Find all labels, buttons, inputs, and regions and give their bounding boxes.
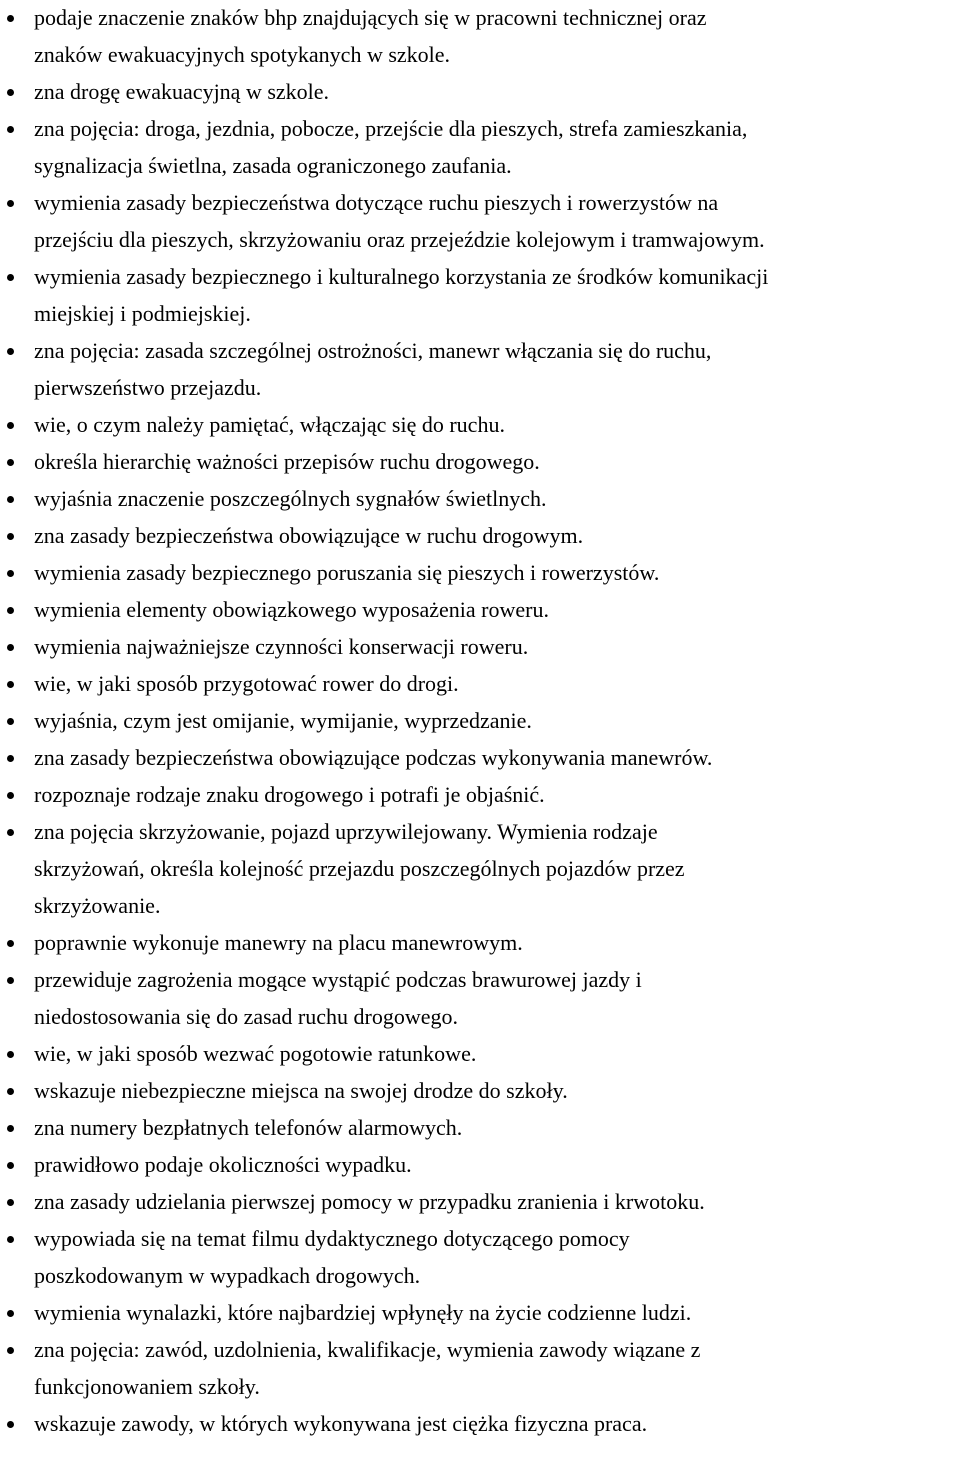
bullet-icon xyxy=(7,533,14,540)
bullet-icon xyxy=(7,496,14,503)
list-item-text: wymienia zasady bezpiecznego i kulturalnego korzystania ze środków komunikacji xyxy=(34,264,769,289)
list-item-text: zna drogę ewakuacyjną w szkole. xyxy=(34,79,330,104)
list-item xyxy=(0,1220,960,1294)
list-item-text: wymienia zasady bezpiecznego poruszania się pieszych i rowerzystów. xyxy=(34,560,660,585)
bullet-icon xyxy=(7,1347,14,1354)
list-item xyxy=(0,1183,960,1220)
bullet-icon xyxy=(7,1051,14,1058)
list-item xyxy=(0,1146,960,1183)
bullet-icon xyxy=(7,15,14,22)
list-item xyxy=(0,665,960,702)
list-item-text: zna pojęcia: zawód, uzdolnienia, kwalifikacje, wymienia zawody wiązane z xyxy=(34,1337,701,1362)
list-item xyxy=(0,1405,960,1442)
list-item-text: poszkodowanym w wypadkach drogowych. xyxy=(34,1263,421,1288)
list-item xyxy=(0,406,960,443)
list-item-text: wyjaśnia, czym jest omijanie, wymijanie, wyprzedzanie. xyxy=(34,708,532,733)
list-item xyxy=(0,591,960,628)
list-item-text: wskazuje zawody, w których wykonywana jest ciężka fizyczna praca. xyxy=(34,1411,648,1436)
bullet-icon xyxy=(7,200,14,207)
list-item-text: miejskiej i podmiejskiej. xyxy=(34,301,251,326)
bullet-icon xyxy=(7,718,14,725)
bullet-icon xyxy=(7,1162,14,1169)
list-item xyxy=(0,739,960,776)
list-item-text: wie, w jaki sposób przygotować rower do drogi. xyxy=(34,671,459,696)
list-item xyxy=(0,0,960,73)
list-item-text: zna pojęcia skrzyżowanie, pojazd uprzywilejowany. Wymienia rodzaje xyxy=(34,819,658,844)
list-item-text: wyjaśnia znaczenie poszczególnych sygnałów świetlnych. xyxy=(34,486,547,511)
bullet-icon xyxy=(7,1421,14,1428)
list-item-text: pierwszeństwo przejazdu. xyxy=(34,375,262,400)
bullet-icon xyxy=(7,977,14,984)
bullet-icon xyxy=(7,459,14,466)
bullet-icon xyxy=(7,274,14,281)
list-item-text: wie, w jaki sposób wezwać pogotowie ratunkowe. xyxy=(34,1041,477,1066)
list-item-text: zna zasady udzielania pierwszej pomocy w przypadku zranienia i krwotoku. xyxy=(34,1189,705,1214)
list-item xyxy=(0,813,960,924)
list-item-text: zna pojęcia: zasada szczególnej ostrożności, manewr włączania się do ruchu, xyxy=(34,338,712,363)
list-item xyxy=(0,73,960,110)
bullet-icon xyxy=(7,422,14,429)
bullet-icon xyxy=(7,126,14,133)
list-item-text: rozpoznaje rodzaje znaku drogowego i potrafi je objaśnić. xyxy=(34,782,545,807)
list-item-text: poprawnie wykonuje manewry na placu manewrowym. xyxy=(34,930,523,955)
list-item-text: prawidłowo podaje okoliczności wypadku. xyxy=(34,1152,412,1177)
bullet-icon xyxy=(7,792,14,799)
list-item xyxy=(0,554,960,591)
list-item xyxy=(0,258,960,332)
list-item xyxy=(0,1294,960,1331)
bullet-icon xyxy=(7,681,14,688)
list-item xyxy=(0,332,960,406)
list-item-text: wskazuje niebezpieczne miejsca na swojej drodze do szkoły. xyxy=(34,1078,568,1103)
list-item-text: wypowiada się na temat filmu dydaktycznego dotyczącego pomocy xyxy=(34,1226,630,1251)
list-item xyxy=(0,517,960,554)
list-item xyxy=(0,184,960,258)
list-item-text: skrzyżowanie. xyxy=(34,893,161,918)
bullet-icon xyxy=(7,1236,14,1243)
list-item xyxy=(0,628,960,665)
bullet-icon xyxy=(7,1088,14,1095)
list-item xyxy=(0,1331,960,1405)
bullet-icon xyxy=(7,829,14,836)
list-item-text: zna zasady bezpieczeństwa obowiązujące podczas wykonywania manewrów. xyxy=(34,745,713,770)
list-item-text: zna zasady bezpieczeństwa obowiązujące w ruchu drogowym. xyxy=(34,523,584,548)
bullet-icon xyxy=(7,348,14,355)
bullet-icon xyxy=(7,644,14,651)
bullet-icon xyxy=(7,607,14,614)
list-item xyxy=(0,776,960,813)
list-item-text: wymienia zasady bezpieczeństwa dotyczące ruchu pieszych i rowerzystów na xyxy=(34,190,719,215)
list-item-text: niedostosowania się do zasad ruchu drogowego. xyxy=(34,1004,459,1029)
list-item-text: przewiduje zagrożenia mogące wystąpić podczas brawurowej jazdy i xyxy=(34,967,642,992)
list-item xyxy=(0,702,960,739)
bullet-icon xyxy=(7,1125,14,1132)
list-item xyxy=(0,1109,960,1146)
list-item xyxy=(0,961,960,1035)
list-item-text: wymienia najważniejsze czynności konserwacji roweru. xyxy=(34,634,529,659)
bullet-icon xyxy=(7,1199,14,1206)
bullet-icon xyxy=(7,570,14,577)
list-item xyxy=(0,480,960,517)
list-item xyxy=(0,110,960,184)
list-item-text: sygnalizacja świetlna, zasada ograniczonego zaufania. xyxy=(34,153,512,178)
list-item xyxy=(0,924,960,961)
bullet-icon xyxy=(7,89,14,96)
list-item-text: skrzyżowań, określa kolejność przejazdu poszczególnych pojazdów przez xyxy=(34,856,685,881)
list-item xyxy=(0,1072,960,1109)
list-item-text: wymienia wynalazki, które najbardziej wpłynęły na życie codzienne ludzi. xyxy=(34,1300,692,1325)
list-item-text: wymienia elementy obowiązkowego wyposażenia roweru. xyxy=(34,597,549,622)
list-item xyxy=(0,1035,960,1072)
bullet-icon xyxy=(7,755,14,762)
list-item-text: wie, o czym należy pamiętać, włączając się do ruchu. xyxy=(34,412,505,437)
list-item-text: funkcjonowaniem szkoły. xyxy=(34,1374,260,1399)
bullet-icon xyxy=(7,940,14,947)
list-item-text: podaje znaczenie znaków bhp znajdujących się w pracowni technicznej oraz xyxy=(34,5,707,30)
list-item xyxy=(0,443,960,480)
list-item-text: zna pojęcia: droga, jezdnia, pobocze, przejście dla pieszych, strefa zamieszkania, xyxy=(34,116,748,141)
list-item-text: określa hierarchię ważności przepisów ruchu drogowego. xyxy=(34,449,540,474)
list-item-text: znaków ewakuacyjnych spotykanych w szkole. xyxy=(34,42,451,67)
bullet-icon xyxy=(7,1310,14,1317)
list-item-text: przejściu dla pieszych, skrzyżowaniu oraz przejeździe kolejowym i tramwajowym. xyxy=(34,227,765,252)
list-item-text: zna numery bezpłatnych telefonów alarmowych. xyxy=(34,1115,463,1140)
